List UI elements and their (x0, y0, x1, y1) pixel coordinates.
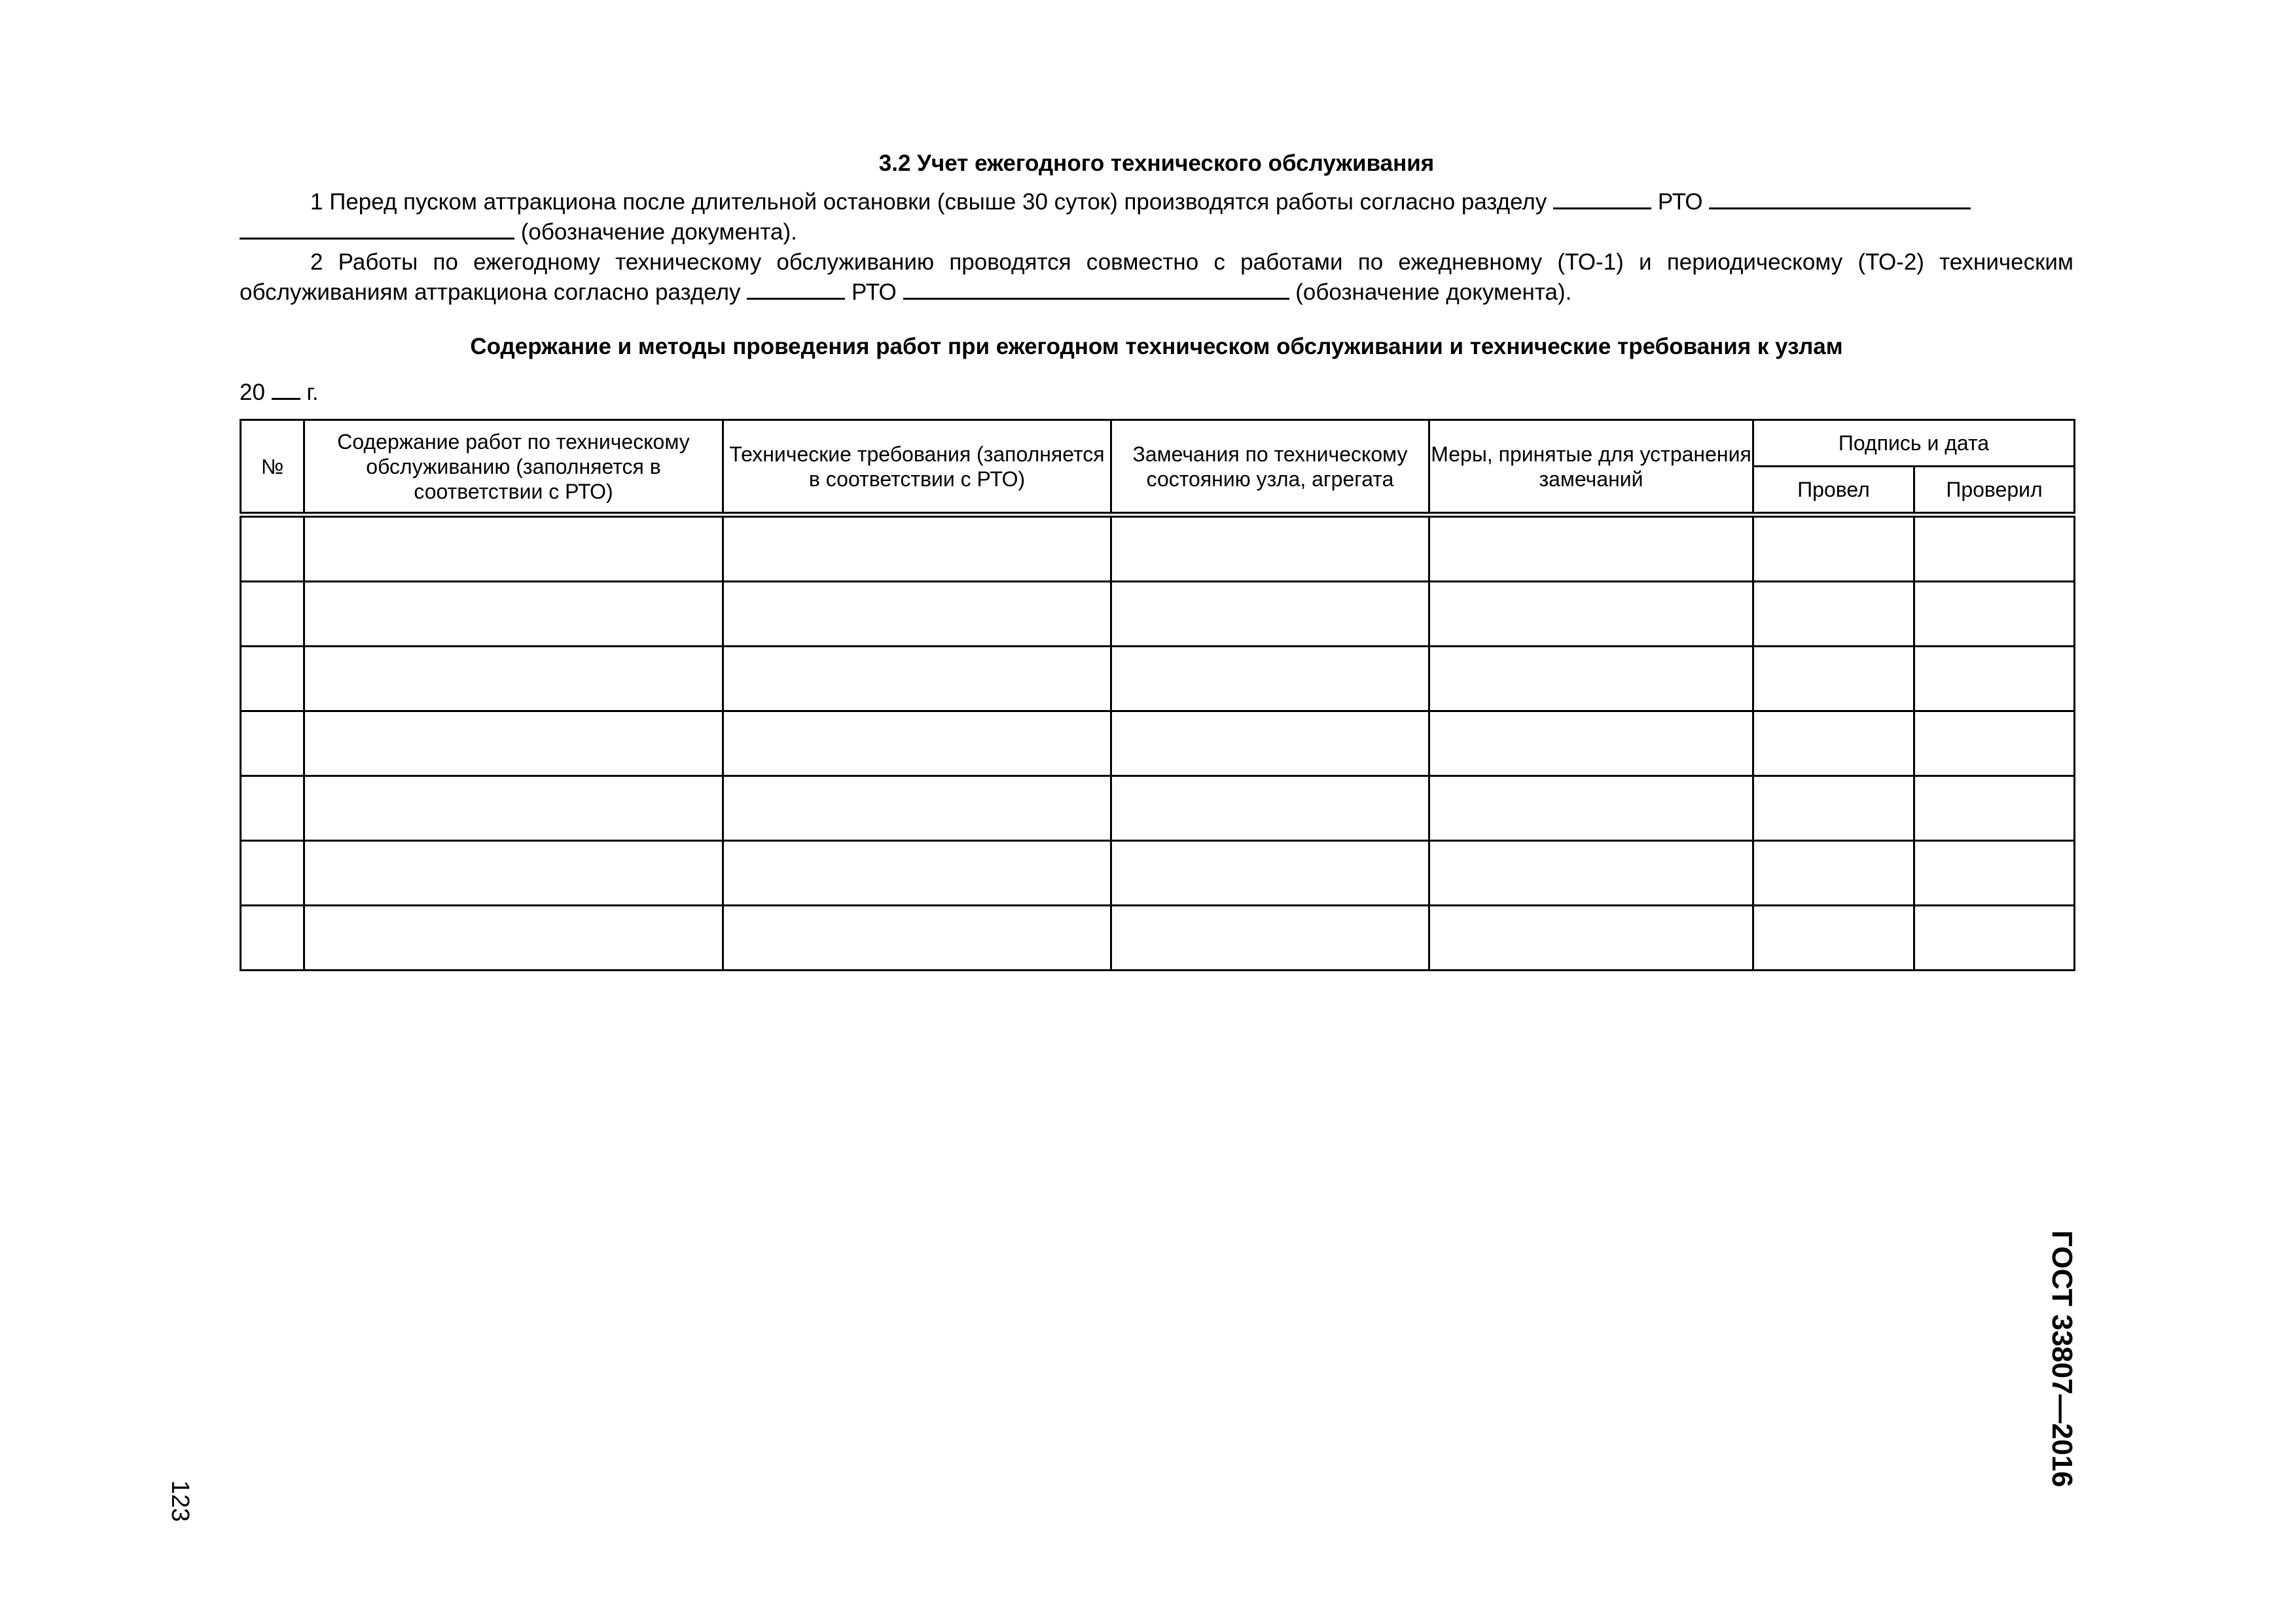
table-cell[interactable] (1429, 711, 1753, 776)
table-cell[interactable] (1429, 776, 1753, 841)
table-cell[interactable] (1111, 647, 1429, 711)
header-number: № (241, 420, 304, 515)
table-cell[interactable] (304, 841, 723, 906)
table-cell[interactable] (723, 582, 1111, 647)
maintenance-table (240, 419, 2073, 971)
header-performed: Провел (1753, 467, 1914, 515)
table-cell[interactable] (241, 582, 304, 647)
paragraph-2 (240, 247, 2073, 308)
header-requirements: Технические требования (заполняется в соответствии с РТО) (723, 420, 1111, 515)
table-cell[interactable] (241, 906, 304, 971)
table-cell[interactable] (1753, 647, 1914, 711)
rto-label: РТО (851, 279, 897, 305)
table-cell[interactable] (304, 906, 723, 971)
document-designation-blank-cont[interactable] (240, 218, 514, 240)
table-cell[interactable] (1753, 515, 1914, 582)
year-suffix: г. (306, 380, 319, 405)
table-cell[interactable] (1914, 647, 2075, 711)
table-cell[interactable] (1111, 776, 1429, 841)
table-cell[interactable] (241, 515, 304, 582)
table-cell[interactable] (1914, 515, 2075, 582)
header-remarks: Замечания по техническому состоянию узла, агрегата (1111, 420, 1429, 515)
table-cell[interactable] (1111, 841, 1429, 906)
document-designation-note: (обозначение документа). (1295, 279, 1572, 305)
table-row (241, 515, 2075, 582)
table-body (241, 515, 2075, 971)
table-cell[interactable] (723, 906, 1111, 971)
table-cell[interactable] (304, 711, 723, 776)
year-prefix: 20 (240, 380, 265, 405)
table-cell[interactable] (723, 776, 1111, 841)
section-number-blank[interactable] (1553, 188, 1651, 209)
table-row (241, 711, 2075, 776)
table-row (241, 906, 2075, 971)
table-cell[interactable] (723, 647, 1111, 711)
rto-label: РТО (1657, 189, 1703, 215)
paragraph-1 (240, 187, 2073, 247)
year-line (240, 378, 319, 407)
table-cell[interactable] (1429, 841, 1753, 906)
document-designation-blank[interactable] (1709, 188, 1971, 209)
paragraph-1-text: 1 Перед пуском аттракциона после длительной остановки (свыше 30 суток) производятся работы согласно разделу (310, 189, 1547, 215)
table-cell[interactable] (304, 776, 723, 841)
table-cell[interactable] (1753, 906, 1914, 971)
table-cell[interactable] (1914, 841, 2075, 906)
table-cell[interactable] (304, 515, 723, 582)
table-cell[interactable] (1429, 906, 1753, 971)
table-cell[interactable] (1429, 582, 1753, 647)
table-cell[interactable] (241, 711, 304, 776)
section-number-blank[interactable] (747, 278, 845, 300)
table-cell[interactable] (1753, 776, 1914, 841)
table-cell[interactable] (1914, 582, 2075, 647)
table-cell[interactable] (1914, 711, 2075, 776)
header-checked: Проверил (1914, 467, 2075, 515)
table-cell[interactable] (241, 647, 304, 711)
table-cell[interactable] (1753, 582, 1914, 647)
table-cell[interactable] (1111, 582, 1429, 647)
paragraph-2-text: 2 Работы по ежегодному техническому обслуживанию проводятся совместно с работами по ежедневному (ТО-1) и периодическому (ТО-2) техническим обслуживаниям аттракциона согласно разделу (240, 249, 2073, 305)
table-cell[interactable] (1111, 906, 1429, 971)
table-title: Содержание и методы проведения работ при ежегодном техническом обслуживании и технические требования к узлам (470, 334, 1843, 359)
table-cell[interactable] (1914, 776, 2075, 841)
table-cell[interactable] (723, 841, 1111, 906)
section-title: 3.2 Учет ежегодного технического обслуживания (878, 151, 1435, 176)
table-cell[interactable] (1753, 841, 1914, 906)
table-row (241, 647, 2075, 711)
table-cell[interactable] (241, 841, 304, 906)
table-cell[interactable] (723, 711, 1111, 776)
table-cell[interactable] (1429, 515, 1753, 582)
document-code: ГОСТ 33807—2016 (2046, 1230, 2078, 1488)
table-cell[interactable] (304, 582, 723, 647)
table-row (241, 776, 2075, 841)
header-content: Содержание работ по техническому обслуживанию (заполняется в соответствии с РТО) (304, 420, 723, 515)
table-row (241, 841, 2075, 906)
header-measures: Меры, принятые для устранения замечаний (1429, 420, 1753, 515)
table-cell[interactable] (1914, 906, 2075, 971)
table-cell[interactable] (1753, 711, 1914, 776)
table-cell[interactable] (1111, 711, 1429, 776)
page-number: 123 (166, 1480, 194, 1522)
table-cell[interactable] (1429, 647, 1753, 711)
year-blank[interactable] (272, 380, 300, 400)
table-cell[interactable] (723, 515, 1111, 582)
table-row (241, 582, 2075, 647)
document-designation-note: (обозначение документа). (520, 219, 797, 245)
table-cell[interactable] (241, 776, 304, 841)
table-cell[interactable] (1111, 515, 1429, 582)
document-designation-blank[interactable] (903, 278, 1289, 300)
table-cell[interactable] (304, 647, 723, 711)
header-signature: Подпись и дата (1753, 420, 2075, 467)
